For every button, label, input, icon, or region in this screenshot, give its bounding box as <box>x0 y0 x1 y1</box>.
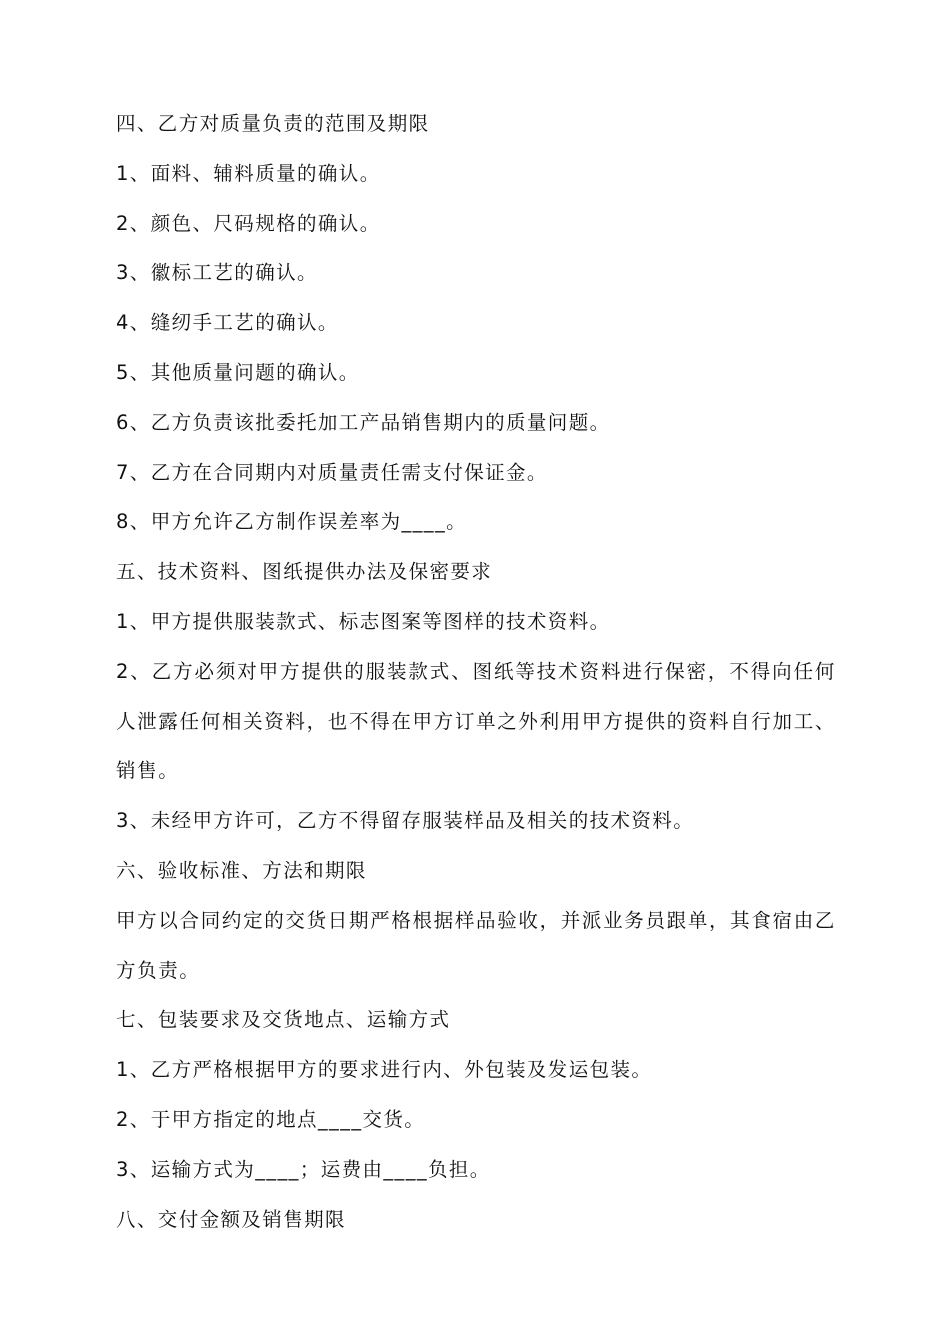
section-heading-payment-sales-period: 八、交付金额及销售期限 <box>116 1207 346 1231</box>
clause-quality-deposit: 7、乙方在合同期内对质量责任需支付保证金。 <box>116 460 548 484</box>
document-body <box>116 99 836 1244</box>
clause-technical-materials-provided: 1、甲方提供服装款式、标志图案等图样的技术资料。 <box>116 609 611 633</box>
clause-error-rate: 8、甲方允许乙方制作误差率为____。 <box>116 510 468 534</box>
clause-delivery-location: 2、于甲方指定的地点____交货。 <box>116 1107 426 1131</box>
clause-logo-craft-confirmation: 3、徽标工艺的确认。 <box>116 261 318 285</box>
clause-acceptance-inspection: 甲方以合同约定的交货日期严格根据样品验收，并派业务员跟单，其食宿由乙方负责。 <box>116 908 836 982</box>
clause-no-retention: 3、未经甲方许可，乙方不得留存服装样品及相关的技术资料。 <box>116 809 695 833</box>
clause-color-size-confirmation: 2、颜色、尺码规格的确认。 <box>116 211 381 235</box>
clause-transport-method: 3、运输方式为____；运费由____负担。 <box>116 1157 491 1181</box>
section-heading-packaging-delivery: 七、包装要求及交货地点、运输方式 <box>116 1008 451 1032</box>
clause-packaging: 1、乙方严格根据甲方的要求进行内、外包装及发运包装。 <box>116 1058 653 1082</box>
clause-confidentiality: 2、乙方必须对甲方提供的服装款式、图纸等技术资料进行保密，不得向任何人泄露任何相关资料，也不得在甲方订单之外利用甲方提供的资料自行加工、销售。 <box>116 659 836 783</box>
clause-other-quality-confirmation: 5、其他质量问题的确认。 <box>116 360 360 384</box>
section-heading-quality-scope: 四、乙方对质量负责的范围及期限 <box>116 112 430 135</box>
section-heading-technical-materials: 五、技术资料、图纸提供办法及保密要求 <box>116 560 493 584</box>
section-heading-acceptance: 六、验收标准、方法和期限 <box>116 858 367 882</box>
clause-fabric-confirmation: 1、面料、辅料质量的确认。 <box>116 161 381 185</box>
clause-sewing-craft-confirmation: 4、缝纫手工艺的确认。 <box>116 311 339 335</box>
clause-sales-period-quality: 6、乙方负责该批委托加工产品销售期内的质量问题。 <box>116 410 611 434</box>
